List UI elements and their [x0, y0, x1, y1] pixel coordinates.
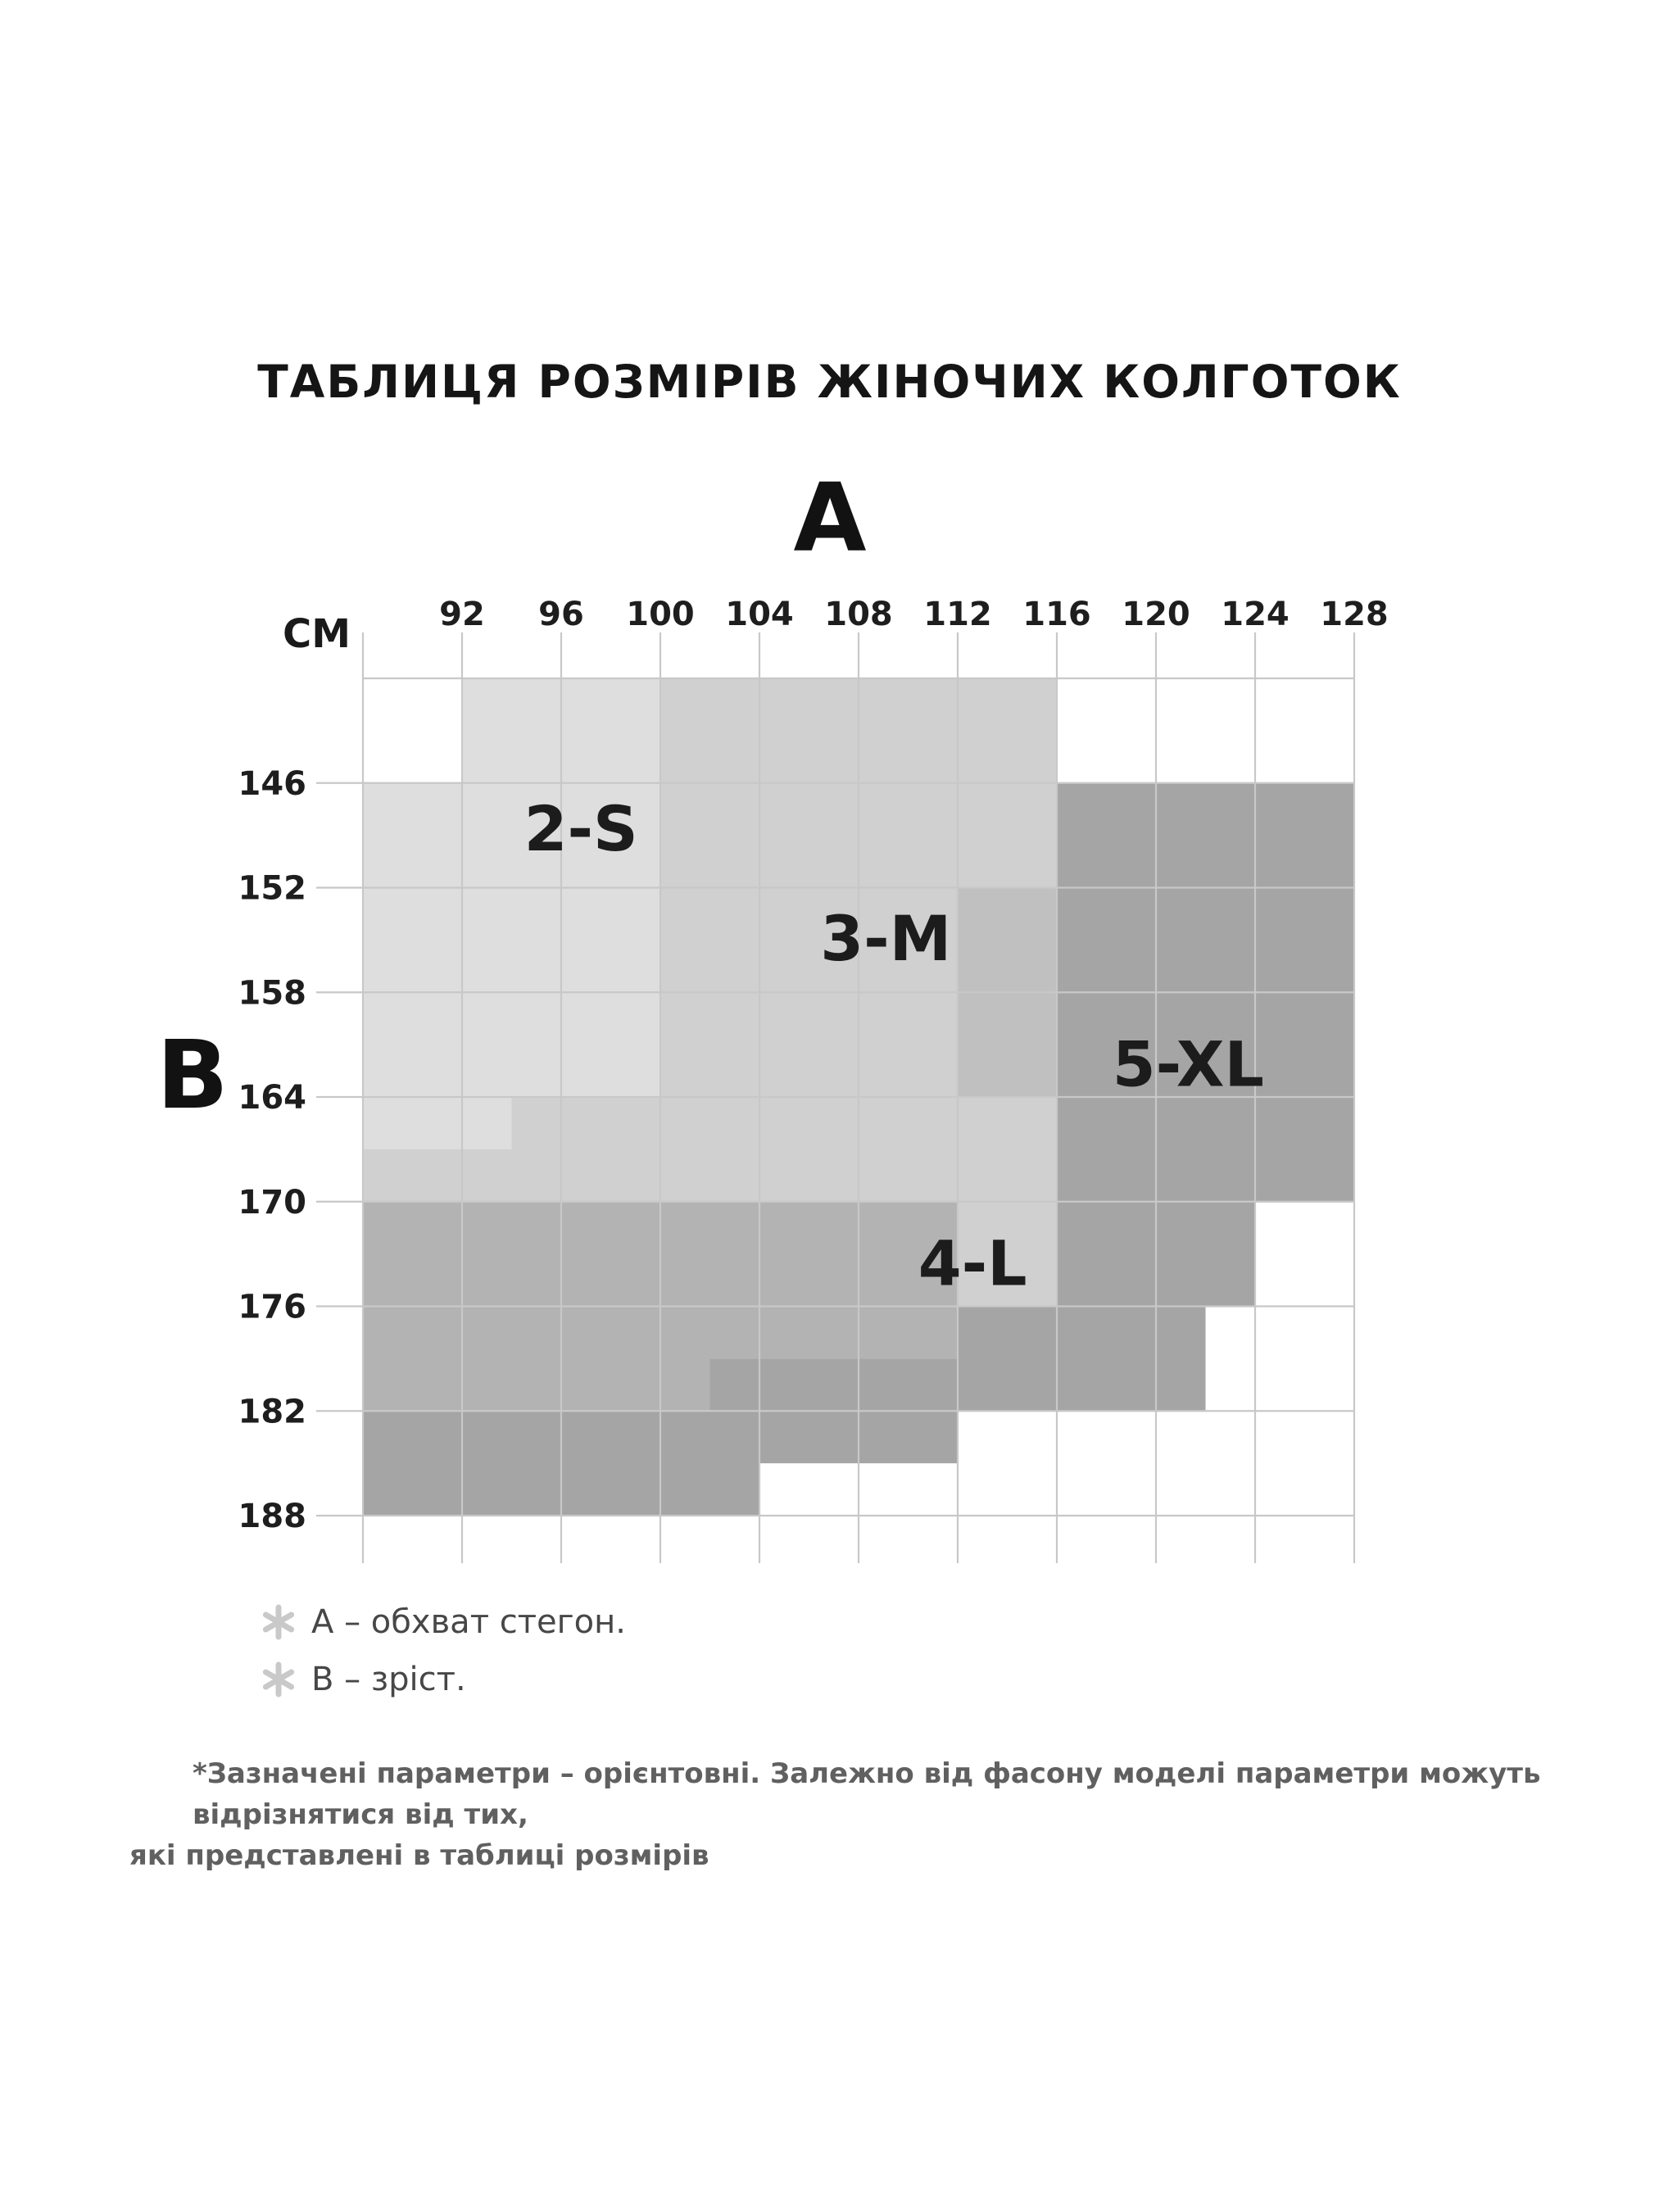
b-tick-label: 182: [238, 1393, 306, 1431]
a-tick-label: 100: [626, 596, 695, 633]
a-tick-label: 120: [1122, 596, 1190, 633]
size-label-5-XL: 5-XL: [1112, 1027, 1264, 1101]
b-tick-label: 158: [238, 974, 306, 1013]
footnote-line-1: *Зазначені параметри – орієнтовні. Залежно від фасону моделі параметри можуть відрізнятися від тих,: [193, 1757, 1541, 1831]
size-label-2-S: 2-S: [524, 792, 638, 866]
a-tick-label: 96: [538, 596, 584, 633]
axis-a-letter: А: [793, 464, 867, 573]
region-2-S: [363, 1097, 512, 1149]
legend-label-b: В – зріст.: [311, 1661, 466, 1698]
b-tick-label: 152: [238, 869, 306, 908]
legend-row-b: [261, 1661, 626, 1698]
region-4-L: [363, 1307, 710, 1412]
b-tick-label: 170: [238, 1183, 306, 1222]
legend: [261, 1604, 626, 1698]
a-tick-label: 92: [439, 596, 485, 633]
footnote-line-2: які представлені в таблиці розмірів: [129, 1839, 709, 1872]
footnote: [129, 1753, 1547, 1876]
asterisk-icon: [261, 1661, 297, 1698]
b-tick-label: 188: [238, 1498, 306, 1536]
axis-unit-label: СМ: [283, 611, 351, 657]
b-tick-label: 164: [238, 1079, 306, 1117]
size-label-3-M: 3-M: [820, 902, 952, 976]
a-tick-label: 116: [1022, 596, 1091, 633]
page-title: ТАБЛИЦЯ РОЗМІРІВ ЖІНОЧИХ КОЛГОТОК: [257, 356, 1402, 408]
a-tick-label: 124: [1221, 596, 1290, 633]
region-5-XL: [958, 1307, 1206, 1412]
axis-b-letter: В: [156, 1021, 229, 1131]
b-tick-label: 146: [238, 764, 306, 803]
legend-row-a: [261, 1604, 626, 1640]
region-4-L: [710, 1307, 959, 1359]
asterisk-icon: [261, 1604, 297, 1640]
region-5-XL: [710, 1358, 959, 1411]
b-tick-label: 176: [238, 1288, 306, 1326]
a-tick-label: 128: [1320, 596, 1389, 633]
legend-label-a: А – обхват стегон.: [311, 1603, 626, 1641]
size-label-4-L: 4-L: [918, 1226, 1027, 1300]
a-tick-label: 104: [725, 596, 794, 633]
a-tick-label: 112: [923, 596, 992, 633]
a-tick-label: 108: [824, 596, 893, 633]
